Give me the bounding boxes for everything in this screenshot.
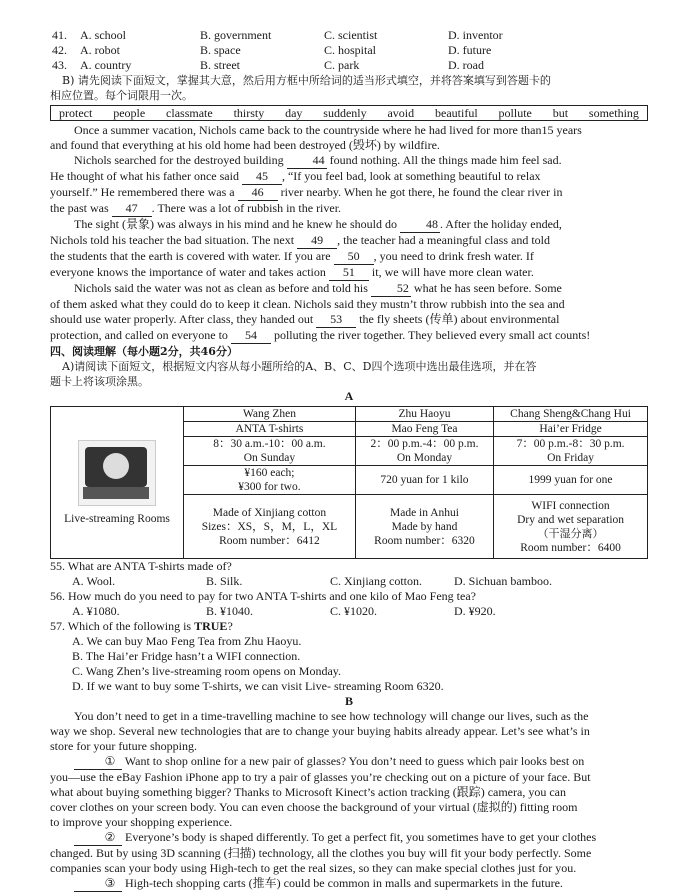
product: ANTA T-shirts <box>184 422 356 437</box>
option-a: A. school <box>80 28 126 42</box>
product: Hai’er Fridge <box>494 422 648 437</box>
blank-53[interactable]: 53 <box>316 312 356 328</box>
word: pollute <box>498 106 532 120</box>
option-d: D. inventor <box>448 28 503 42</box>
section-instructions-2: 题卡上将该项涂黑。 <box>50 375 149 388</box>
blank-51[interactable]: 51 <box>329 265 369 281</box>
option-a: A. country <box>80 58 132 72</box>
blank-1[interactable]: ① <box>74 754 122 770</box>
blank-45[interactable]: 45 <box>242 169 282 185</box>
product: Mao Feng Tea <box>355 422 493 437</box>
word: protect <box>59 106 93 120</box>
host-wang-zhen: Wang Zhen <box>184 407 356 422</box>
option-c: C. ¥1020. <box>330 604 378 618</box>
word: something <box>588 106 639 120</box>
live-streaming-table <box>50 406 648 559</box>
word: beautiful <box>435 106 478 120</box>
option-b: B. The Hai’er Fridge hasn’t a WIFI connection. <box>72 649 301 663</box>
details: Made of Xinjiang cotton Sizes：XS，S，M，L，XL Room number：6412 <box>184 495 356 559</box>
option-d: D. road <box>448 58 484 72</box>
host-zhu-haoyu: Zhu Haoyu <box>355 407 493 422</box>
option-d: D. If we want to buy some T-shirts, we can visit Live- streaming Room 6320. <box>72 679 444 693</box>
word: people <box>113 106 146 120</box>
option-c: C. Wang Zhen’s live-streaming room opens on Monday. <box>72 664 341 678</box>
price: ¥160 each; ¥300 for two. <box>184 466 356 495</box>
question-43: 43. A. country B. street C. park D. road <box>52 58 648 73</box>
blank-50[interactable]: 50 <box>334 249 374 265</box>
word: classmate <box>166 106 213 120</box>
blank-47[interactable]: 47 <box>112 201 152 217</box>
schedule: 8：30 a.m.-10：00 a.m. On Sunday <box>184 437 356 466</box>
options-41-43 <box>50 0 648 73</box>
schedule: 7：00 p.m.-8：30 p.m. On Friday <box>494 437 648 466</box>
blank-49[interactable]: 49 <box>297 233 337 249</box>
section-instructions: A)请阅读下面短文，根据短文内容从每小题所给的A、B、C、D四个选项中选出最佳选项，并在答 <box>62 360 537 373</box>
section-title: 四、阅读理解（每小题2分，共46分） <box>50 345 238 358</box>
blank-3[interactable]: ③ <box>74 876 122 892</box>
option-a: A. robot <box>80 43 120 57</box>
question-57: 57. Which of the following is TRUE? A. We can buy Mao Feng Tea from Zhu Haoyu. B. The Hai’er Fridge hasn’t a WIFI connection. C. Wang Zhen’s live-streaming room opens on Monday. D. If we want to buy some T-shirts, we can visit Live- streaming Room 6320. <box>50 619 648 694</box>
blank-48[interactable]: 48 <box>400 217 440 233</box>
option-d: D. Sichuan bamboo. <box>454 574 552 588</box>
blank-54[interactable]: 54 <box>231 328 271 344</box>
price: 720 yuan for 1 kilo <box>355 466 493 495</box>
option-c: C. park <box>324 58 360 72</box>
option-b: B. ¥1040. <box>206 604 254 618</box>
question-42: 42. A. robot B. space C. hospital D. future <box>52 43 648 58</box>
option-d: D. ¥920. <box>454 604 496 618</box>
option-b: B. space <box>200 43 241 57</box>
details: Made in Anhui Made by hand Room number：6320 <box>355 495 493 559</box>
price: 1999 yuan for one <box>494 466 648 495</box>
option-a: A. Wool. <box>72 574 116 588</box>
blank-44[interactable]: 44 <box>287 153 327 169</box>
part-b-instructions-2: 相应位置。每个词限用一次。 <box>50 89 193 102</box>
option-b: B. government <box>200 28 272 42</box>
blank-2[interactable]: ② <box>74 830 122 846</box>
blank-52[interactable]: 52 <box>371 281 411 297</box>
passage-a-label: A <box>344 389 354 403</box>
option-b: B. Silk. <box>206 574 243 588</box>
option-a: A. ¥1080. <box>72 604 120 618</box>
passage-b: You don’t need to get in a time-travelling machine to see how technology will change our lives, such as the way we shop. Several new technologies that are to change your buying habits already appear. Let’s see what’s in store for your future shopping. ① Want to shop online for a new pair of glasses? You don’t need to guess which pair looks best on you—use the eBay Fashion iPhone app to try a pair of glasses you’re checking out on a picture of your face. But what about buying something bigger? Thanks to Microsoft Kinect’s action tracking (跟踪) camera, you can cover clothes on your screen body. You can even choose the background of your virtual (虚拟的) fitting room to improve your shopping experience. ② Everyone’s body is shaped differently. To get a perfect fit, you sometimes have to get your clothes changed. But by using 3D scanning (扫描) technology, all the clothes you buy will fit your body perfectly. Some companies scan your body using High-tech to get the real sizes, so they can make special clothes just for you. ③ High-tech shopping carts (推车) could be common in malls and supermarkets in the future. <box>50 709 597 890</box>
word: thirsty <box>233 106 265 120</box>
details: WIFI connection Dry and wet separation （干湿分离） Room number：6400 <box>494 495 648 559</box>
word: suddenly <box>323 106 367 120</box>
question-55: 55. What are ANTA T-shirts made of? A. Wool. B. Silk. C. Xinjiang cotton. D. Sichuan bamboo. <box>50 559 648 589</box>
question-56: 56. How much do you need to pay for two ANTA T-shirts and one kilo of Mao Feng tea? A. ¥1080. B. ¥1040. C. ¥1020. D. ¥920. <box>50 589 648 619</box>
part-b-instructions: B) 请先阅读下面短文，掌握其大意，然后用方框中所给词的适当形式填空，并将答案填写到答题卡的 <box>62 74 551 87</box>
option-a: A. We can buy Mao Feng Tea from Zhu Haoyu. <box>72 634 302 648</box>
word: but <box>552 106 569 120</box>
option-c: C. scientist <box>324 28 378 42</box>
option-b: B. street <box>200 58 240 72</box>
passage-b-label: B <box>344 694 353 708</box>
word: day <box>285 106 303 120</box>
host-chang: Chang Sheng&Chang Hui <box>494 407 648 422</box>
question-41: 41. A. school B. government C. scientist D. inventor <box>52 28 648 43</box>
live-streaming-cell: Live-streaming Rooms <box>51 407 184 559</box>
word-box <box>50 105 648 121</box>
option-d: D. future <box>448 43 492 57</box>
option-c: C. Xinjiang cotton. <box>330 574 422 588</box>
cloze-passage: Once a summer vacation, Nichols came back to the countryside where he had lived for more than15 years and found that everything at his old home had been destroyed (毁坏) by wildfire. Nichols searched for the destroyed building 44 found nothing. All the things made him feel sad. He thought of what his father once said 45 , “If you feel bad, look at something beautiful to relax yourself.” He remembered there was a 46 river nearby. When he got there, he found the clear river in the past was 47 . There was a lot of rubbish in the river. The sight (景象) was always in his mind and he knew he should do 48 . After the holiday ended, Nichols told his teacher the bad situation. The next 49 , the teacher had a meaningful class and told the students that the earth is covered with water. If you are 50 , you need to drink fresh water. If everyone knows the importance of water and takes action 51 it, we will have more clean water. Nichols said the water was not as clean as before and told his 52 what he has seen before. Some of them asked what they could do to keep it clean. Nichols said they mustn’t throw rubbish into the sea and should use water properly. After class, they handed out 53 the fly sheets (传单) about environmental protection, and called on everyone to 54 polluting the river together. They believed every small act counts! <box>50 123 591 342</box>
live-stream-poster-image <box>78 440 156 506</box>
option-c: C. hospital <box>324 43 377 57</box>
schedule: 2：00 p.m.-4：00 p.m. On Monday <box>355 437 493 466</box>
blank-46[interactable]: 46 <box>238 185 278 201</box>
word: avoid <box>387 106 415 120</box>
